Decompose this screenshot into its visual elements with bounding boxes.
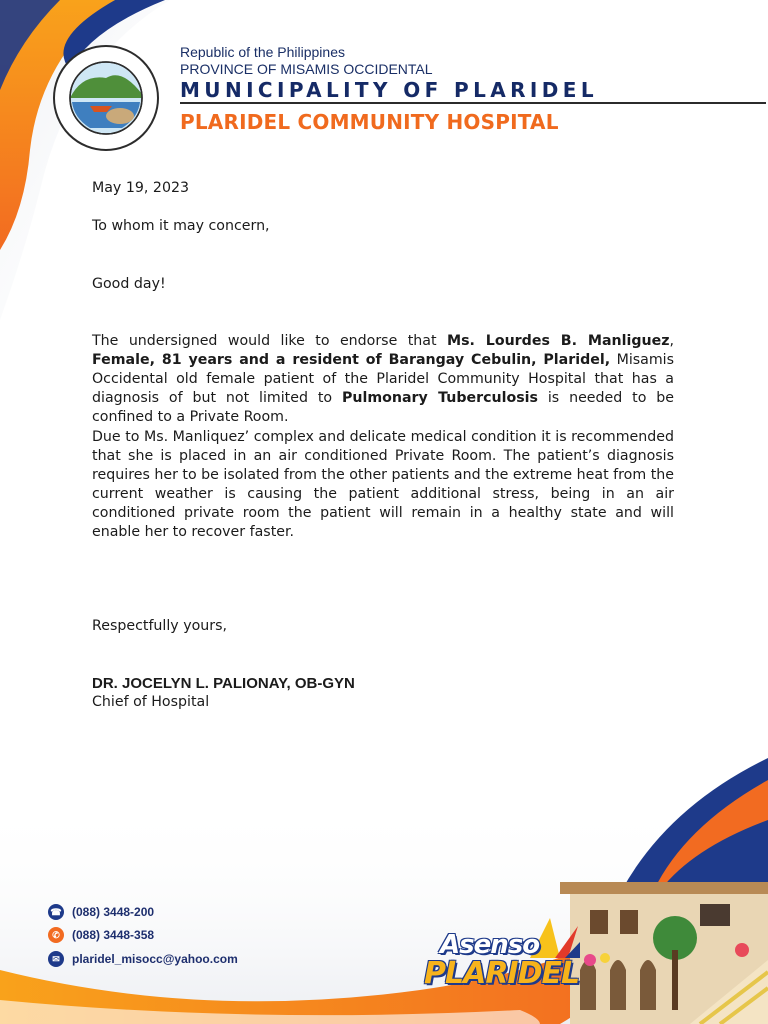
phone-icon: ☎ xyxy=(48,904,64,920)
contact-phone-2[interactable] xyxy=(48,927,154,943)
municipal-seal-icon xyxy=(52,44,160,152)
email-text: plaridel_misocc@yahoo.com xyxy=(72,952,238,966)
para1-text-4: is needed to be confined to a Private Room. xyxy=(92,390,675,425)
signatory-name: DR. JOCELYN L. PALIONAY, OB-GYN xyxy=(92,675,355,692)
header-municipality: MUNICIPALITY OF PLARIDEL xyxy=(180,78,598,102)
phone-2-text: (088) 3448-358 xyxy=(72,928,155,942)
para1-text-1: The undersigned would like to endorse that xyxy=(92,333,447,349)
para1-text-3: Misamis Occidental old female patient of the Plaridel Community Hospital that has a diagnosis of but not limited to xyxy=(92,352,674,406)
letter-paragraph-2: Due to Ms. Manliquez’ complex and delicate medical condition it is recommended that she is placed in an air conditioned Private Room. The patient’s diagnosis requires her to be isolated from the other patients and the extreme heat from the current weather is causing the patient additional stress, being in an air conditioned private room the patient will remain in a healthy state and will enable her to recover faster. xyxy=(92,429,674,540)
signatory-title: Chief of Hospital xyxy=(92,694,210,710)
header-divider xyxy=(180,102,766,104)
hospital-building-image xyxy=(560,860,768,1024)
phone-icon: ✆ xyxy=(48,927,64,943)
header-republic: Republic of the Philippines xyxy=(180,44,345,60)
email-icon: ✉ xyxy=(48,951,64,967)
patient-name: Ms. Lourdes B. Manliguez xyxy=(446,333,670,349)
phone-1-text: (088) 3448-200 xyxy=(72,905,155,919)
letter-paragraph-1 xyxy=(92,332,674,427)
para1-text-2: , xyxy=(669,333,674,349)
letter-salutation: To whom it may concern, xyxy=(92,218,270,234)
contact-phone-1[interactable] xyxy=(48,904,154,920)
patient-details: Female, 81 years and a resident of Barangay Cebulin, Plaridel, xyxy=(92,352,611,368)
letter-greeting: Good day! xyxy=(92,276,166,292)
header-province: PROVINCE OF MISAMIS OCCIDENTAL xyxy=(180,61,433,77)
letter-closing: Respectfully yours, xyxy=(92,618,228,634)
patient-diagnosis: Pulmonary Tuberculosis xyxy=(341,390,538,406)
brand-plaridel: PLARIDEL xyxy=(424,956,580,991)
brand-asenso: Asenso xyxy=(440,930,540,960)
letter-date: May 19, 2023 xyxy=(92,180,190,196)
contact-email[interactable] xyxy=(48,951,238,967)
header-hospital-name: PLARIDEL COMMUNITY HOSPITAL xyxy=(180,110,559,134)
